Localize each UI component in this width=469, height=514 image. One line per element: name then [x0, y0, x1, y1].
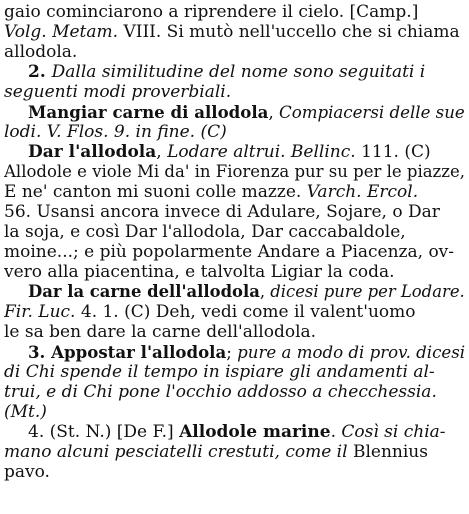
text-segment: Allodole e viole Mi da' in Fiorenza pur su per le piazze, [4, 162, 465, 181]
dictionary-entry-text [4, 2, 465, 482]
text-segment: 4. 1. (C) Deh, vedi come il valent'uomo [75, 302, 416, 322]
headword: Dar la carne dell'allodola [28, 282, 260, 301]
text-segment: , [268, 103, 279, 122]
text-line [4, 322, 465, 342]
italic-text: Volg. Metam. [4, 22, 119, 42]
italic-text: seguenti modi proverbiali. [4, 82, 232, 102]
text-line [4, 22, 465, 42]
text-segment: Blennius [347, 442, 428, 462]
italic-text: mano alcuni pesciatelli crestuti, come il [4, 442, 348, 462]
text-segment: gaio cominciarono a riprendere il cielo. [Camp.] [4, 2, 419, 22]
italic-text: Così si chia- [341, 422, 446, 442]
text-line [4, 222, 465, 242]
text-line [4, 362, 465, 382]
text-segment: 56. Usansi ancora invece di Adulare, Sojare, o Dar [4, 202, 440, 222]
text-line [4, 462, 465, 482]
italic-text: Dalla similitudine del nome sono seguitati i [51, 62, 426, 82]
italic-text: Varch. Ercol. [306, 182, 419, 202]
text-line [4, 382, 465, 402]
headword: Dar l'allodola [28, 142, 157, 162]
text-line [4, 182, 465, 202]
italic-text: (Mt.) [4, 402, 47, 422]
text-line [4, 422, 465, 442]
italic-text: dicesi pure per Lodare. [270, 282, 465, 301]
text-segment: , [259, 282, 271, 301]
text-line [4, 342, 465, 362]
headword: 3. Appostar l'allodola [28, 342, 227, 362]
text-line [4, 142, 465, 162]
text-segment: moine...; e più popolarmente Andare a Piacenza, ov- [4, 242, 455, 262]
italic-text: lodi. V. Flos. 9. in fine. (C) [4, 122, 227, 142]
text-line [4, 302, 465, 322]
text-segment: le sa ben dare la carne dell'allodola. [4, 322, 317, 342]
text-line [4, 402, 465, 422]
text-segment: 111. (C) [355, 142, 431, 162]
text-segment: , [156, 142, 168, 162]
text-segment: ; [226, 343, 238, 362]
text-line [4, 202, 465, 222]
text-line [4, 282, 465, 302]
text-line [4, 62, 465, 82]
text-line [4, 102, 465, 122]
text-line [4, 162, 465, 182]
text-segment: 4. (St. N.) [De F.] [28, 422, 180, 442]
text-segment: allodola. [4, 42, 78, 62]
text-segment: pavo. [4, 462, 50, 482]
text-segment: vero alla piacentina, e talvolta Ligiar la coda. [4, 262, 395, 282]
text-line [4, 2, 465, 22]
text-line [4, 242, 465, 262]
text-segment: VIII. Si mutò nell'uccello che si chiama [118, 22, 460, 42]
text-line [4, 42, 465, 62]
text-segment: E ne' canton mi suoni colle mazze. [4, 182, 307, 202]
text-line [4, 442, 465, 462]
italic-text: trui, e di Chi pone l'occhio addosso a checchessia. [4, 382, 437, 402]
italic-text: di Chi spende il tempo in ispiare gli andamenti al- [4, 362, 435, 382]
headword: 2. [28, 62, 52, 82]
headword: Allodole marine [179, 422, 331, 442]
text-line [4, 262, 465, 282]
italic-text: Lodare altrui. Bellinc. [167, 142, 356, 162]
headword: Mangiar carne di allodola [28, 102, 269, 122]
text-segment: la soja, e così Dar l'allodola, Dar caccabaldole, [4, 222, 406, 242]
italic-text: Fir. Luc. [4, 302, 76, 322]
text-segment: . [330, 422, 342, 442]
italic-text: Compiacersi delle sue [279, 103, 465, 122]
italic-text: pure a modo di prov. dicesi [237, 343, 465, 362]
text-line [4, 82, 465, 102]
text-line [4, 122, 465, 142]
